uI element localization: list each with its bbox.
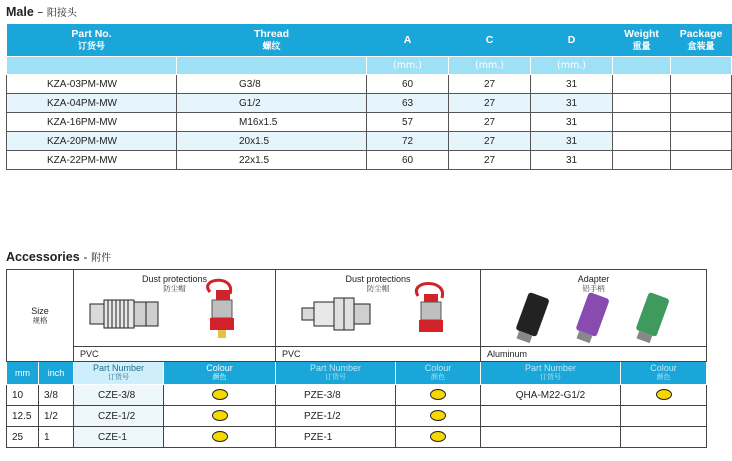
group-dust-cze: Dust protections 防尘帽 [74,270,276,347]
yellow-colour-swatch [430,431,446,442]
colour-cell [164,427,276,448]
red-cap-image [196,276,246,342]
weight [613,132,671,151]
adapter-image [511,288,691,346]
group-adapter: Adapter 铝手柄 [481,270,707,347]
header-colour: Colour 颜色 [164,362,276,385]
yellow-colour-swatch [430,410,446,421]
image-row [7,270,707,347]
yellow-colour-swatch [212,431,228,442]
dim-d: 31 [531,75,613,94]
dim-d: 31 [531,151,613,170]
yellow-colour-swatch [430,389,446,400]
part-qha [481,406,621,427]
dim-c: 27 [449,151,531,170]
package [671,151,732,170]
size-header: Size 规格 [7,270,74,362]
header-part-no: Part No. 订货号 [7,24,177,57]
thread: 22x1.5 [177,151,367,170]
header-thread: Thread 螺纹 [177,24,367,57]
part-no: KZA-16PM-MW [7,113,177,132]
weight [613,94,671,113]
part-qha [481,427,621,448]
package [671,94,732,113]
colour-cell [164,406,276,427]
header-a: A [367,24,449,57]
material-row [7,347,707,362]
thread: 20x1.5 [177,132,367,151]
material-cze: PVC [74,347,276,362]
part-no: KZA-03PM-MW [7,75,177,94]
colour-cell [621,427,707,448]
package [671,132,732,151]
dim-d: 31 [531,132,613,151]
header-inch: inch [39,362,74,385]
table-row [7,75,732,94]
part-no: KZA-04PM-MW [7,94,177,113]
header-part-number: Part Number 订货号 [74,362,164,385]
part-pze: PZE-1 [276,427,396,448]
colour-cell [396,406,481,427]
male-section-title: Male – 阳接头 [6,5,77,19]
header-colour: Colour 颜色 [621,362,707,385]
material-pze: PVC [276,347,481,362]
material-adapter: Aluminum [481,347,707,362]
package [671,113,732,132]
yellow-colour-swatch [212,389,228,400]
header-part-number: Part Number 订货号 [481,362,621,385]
colour-cell [621,385,707,406]
group-dust-pze: Dust protections 防尘帽 [276,270,481,347]
size-inch: 1 [39,427,74,448]
thread: G3/8 [177,75,367,94]
dim-a: 72 [367,132,449,151]
unit-cell [613,57,671,75]
dim-a: 60 [367,75,449,94]
unit-cell [7,57,177,75]
header-d: D [531,24,613,57]
dim-c: 27 [449,75,531,94]
header-package: Package 盒装量 [671,24,732,57]
header-weight: Weight 重量 [613,24,671,57]
part-cze: CZE-1 [74,427,164,448]
table-row [7,113,732,132]
accessories-section-title: Accessories - 附件 [6,250,112,264]
unit-a: (mm.) [367,57,449,75]
dim-c: 27 [449,132,531,151]
units-row [7,57,732,75]
header-mm: mm [7,362,39,385]
dim-c: 27 [449,113,531,132]
header-colour: Colour 颜色 [396,362,481,385]
size-inch: 1/2 [39,406,74,427]
header-c: C [449,24,531,57]
dim-a: 60 [367,151,449,170]
table-row [7,132,732,151]
weight [613,75,671,94]
size-mm: 10 [7,385,39,406]
accessories-table [6,269,707,448]
coupling-image [300,296,372,332]
dim-c: 27 [449,94,531,113]
part-no: KZA-20PM-MW [7,132,177,151]
unit-cell [671,57,732,75]
dim-a: 63 [367,94,449,113]
header-part-number: Part Number 订货号 [276,362,396,385]
colour-cell [164,385,276,406]
thread: M16x1.5 [177,113,367,132]
table-row [7,94,732,113]
colour-cell [396,427,481,448]
unit-d: (mm.) [531,57,613,75]
size-mm: 12.5 [7,406,39,427]
accessories-header-row [7,362,707,385]
unit-cell [177,57,367,75]
part-cze: CZE-3/8 [74,385,164,406]
red-cap-image [406,278,456,344]
thread: G1/2 [177,94,367,113]
dim-d: 31 [531,113,613,132]
size-inch: 3/8 [39,385,74,406]
colour-cell [396,385,481,406]
table-row [7,151,732,170]
part-pze: PZE-1/2 [276,406,396,427]
yellow-colour-swatch [212,410,228,421]
part-pze: PZE-3/8 [276,385,396,406]
table-row [7,406,707,427]
male-header-row [7,24,732,57]
weight [613,113,671,132]
table-row [7,427,707,448]
coupling-image [88,296,160,332]
male-table [6,24,732,170]
table-row [7,385,707,406]
part-cze: CZE-1/2 [74,406,164,427]
part-no: KZA-22PM-MW [7,151,177,170]
colour-cell [621,406,707,427]
unit-c: (mm.) [449,57,531,75]
yellow-colour-swatch [656,389,672,400]
package [671,75,732,94]
weight [613,151,671,170]
dim-d: 31 [531,94,613,113]
size-mm: 25 [7,427,39,448]
part-qha: QHA-M22-G1/2 [481,385,621,406]
dim-a: 57 [367,113,449,132]
